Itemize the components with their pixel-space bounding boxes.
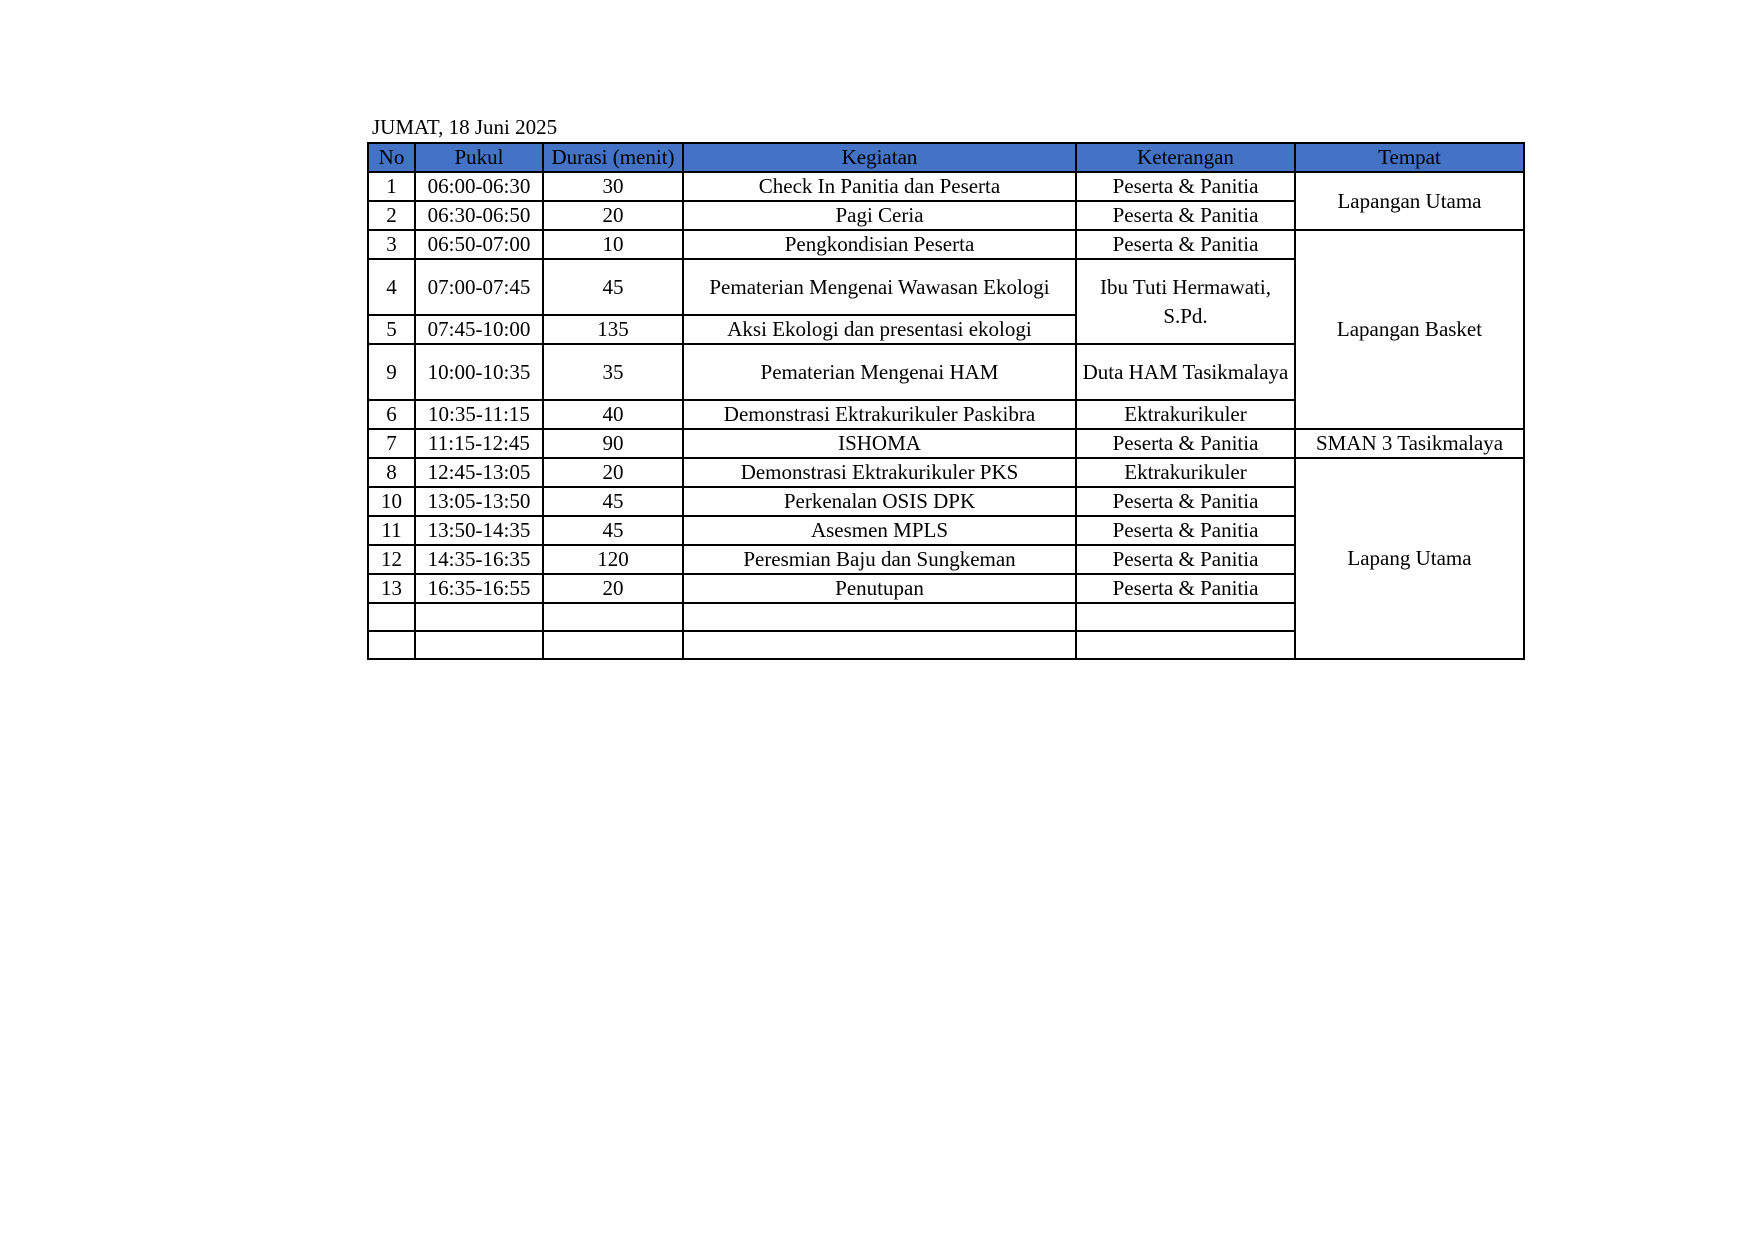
cell-durasi: [543, 631, 683, 659]
cell-no: 11: [368, 516, 415, 545]
header-durasi: Durasi (menit): [543, 143, 683, 172]
cell-pukul: 06:50-07:00: [415, 230, 543, 259]
cell-pukul: 06:30-06:50: [415, 201, 543, 230]
cell-durasi: 90: [543, 429, 683, 458]
cell-tempat: Lapang Utama: [1295, 458, 1524, 659]
cell-no: [368, 603, 415, 631]
cell-durasi: 45: [543, 516, 683, 545]
cell-keterangan: [1076, 603, 1295, 631]
header-kegiatan: Kegiatan: [683, 143, 1076, 172]
cell-kegiatan: Demonstrasi Ektrakurikuler Paskibra: [683, 400, 1076, 429]
cell-durasi: 45: [543, 487, 683, 516]
table-row: [368, 230, 1524, 259]
cell-kegiatan: Asesmen MPLS: [683, 516, 1076, 545]
cell-keterangan: Peserta & Panitia: [1076, 545, 1295, 574]
cell-keterangan: Peserta & Panitia: [1076, 172, 1295, 201]
cell-kegiatan: Peresmian Baju dan Sungkeman: [683, 545, 1076, 574]
table-row: [368, 458, 1524, 487]
cell-keterangan: Peserta & Panitia: [1076, 201, 1295, 230]
cell-durasi: 20: [543, 574, 683, 603]
cell-kegiatan: [683, 603, 1076, 631]
page-title: JUMAT, 18 Juni 2025: [372, 115, 558, 139]
cell-durasi: 35: [543, 344, 683, 400]
header-no: No: [368, 143, 415, 172]
cell-durasi: 10: [543, 230, 683, 259]
cell-kegiatan: Pematerian Mengenai Wawasan Ekologi: [683, 259, 1076, 315]
cell-no: 2: [368, 201, 415, 230]
table-header-row: [368, 143, 1524, 172]
cell-tempat: Lapangan Utama: [1295, 172, 1524, 230]
cell-pukul: 06:00-06:30: [415, 172, 543, 201]
cell-no: 7: [368, 429, 415, 458]
cell-pukul: 12:45-13:05: [415, 458, 543, 487]
cell-keterangan: Ektrakurikuler: [1076, 458, 1295, 487]
cell-pukul: 10:35-11:15: [415, 400, 543, 429]
cell-keterangan: Ektrakurikuler: [1076, 400, 1295, 429]
table-row: [368, 172, 1524, 201]
cell-no: 8: [368, 458, 415, 487]
cell-durasi: 120: [543, 545, 683, 574]
cell-durasi: 40: [543, 400, 683, 429]
cell-keterangan: Duta HAM Tasikmalaya: [1076, 344, 1295, 400]
cell-pukul: 13:50-14:35: [415, 516, 543, 545]
schedule-table: [367, 142, 1525, 660]
cell-keterangan: Peserta & Panitia: [1076, 516, 1295, 545]
cell-pukul: [415, 631, 543, 659]
cell-pukul: 13:05-13:50: [415, 487, 543, 516]
cell-kegiatan: Check In Panitia dan Peserta: [683, 172, 1076, 201]
cell-durasi: [543, 603, 683, 631]
cell-kegiatan: Pematerian Mengenai HAM: [683, 344, 1076, 400]
cell-kegiatan: Perkenalan OSIS DPK: [683, 487, 1076, 516]
cell-kegiatan: Pengkondisian Peserta: [683, 230, 1076, 259]
cell-pukul: 16:35-16:55: [415, 574, 543, 603]
cell-kegiatan: ISHOMA: [683, 429, 1076, 458]
cell-keterangan: Peserta & Panitia: [1076, 230, 1295, 259]
cell-keterangan: Peserta & Panitia: [1076, 487, 1295, 516]
cell-keterangan: Peserta & Panitia: [1076, 574, 1295, 603]
cell-kegiatan: Penutupan: [683, 574, 1076, 603]
cell-no: 13: [368, 574, 415, 603]
cell-kegiatan: Aksi Ekologi dan presentasi ekologi: [683, 315, 1076, 344]
cell-pukul: 14:35-16:35: [415, 545, 543, 574]
cell-keterangan: [1076, 631, 1295, 659]
cell-tempat: Lapangan Basket: [1295, 230, 1524, 429]
cell-no: 1: [368, 172, 415, 201]
cell-no: 5: [368, 315, 415, 344]
cell-no: 12: [368, 545, 415, 574]
cell-tempat: SMAN 3 Tasikmalaya: [1295, 429, 1524, 458]
cell-kegiatan: [683, 631, 1076, 659]
cell-pukul: 07:45-10:00: [415, 315, 543, 344]
cell-no: 3: [368, 230, 415, 259]
cell-pukul: 07:00-07:45: [415, 259, 543, 315]
cell-kegiatan: Demonstrasi Ektrakurikuler PKS: [683, 458, 1076, 487]
cell-durasi: 45: [543, 259, 683, 315]
header-tempat: Tempat: [1295, 143, 1524, 172]
cell-no: 9: [368, 344, 415, 400]
cell-durasi: 20: [543, 458, 683, 487]
table-row: [368, 429, 1524, 458]
cell-no: [368, 631, 415, 659]
cell-pukul: [415, 603, 543, 631]
cell-pukul: 11:15-12:45: [415, 429, 543, 458]
cell-no: 10: [368, 487, 415, 516]
cell-kegiatan: Pagi Ceria: [683, 201, 1076, 230]
header-pukul: Pukul: [415, 143, 543, 172]
cell-no: 4: [368, 259, 415, 315]
cell-no: 6: [368, 400, 415, 429]
cell-keterangan: Peserta & Panitia: [1076, 429, 1295, 458]
cell-pukul: 10:00-10:35: [415, 344, 543, 400]
header-keterangan: Keterangan: [1076, 143, 1295, 172]
cell-durasi: 135: [543, 315, 683, 344]
cell-keterangan: Ibu Tuti Hermawati, S.Pd.: [1076, 259, 1295, 344]
cell-durasi: 20: [543, 201, 683, 230]
cell-durasi: 30: [543, 172, 683, 201]
